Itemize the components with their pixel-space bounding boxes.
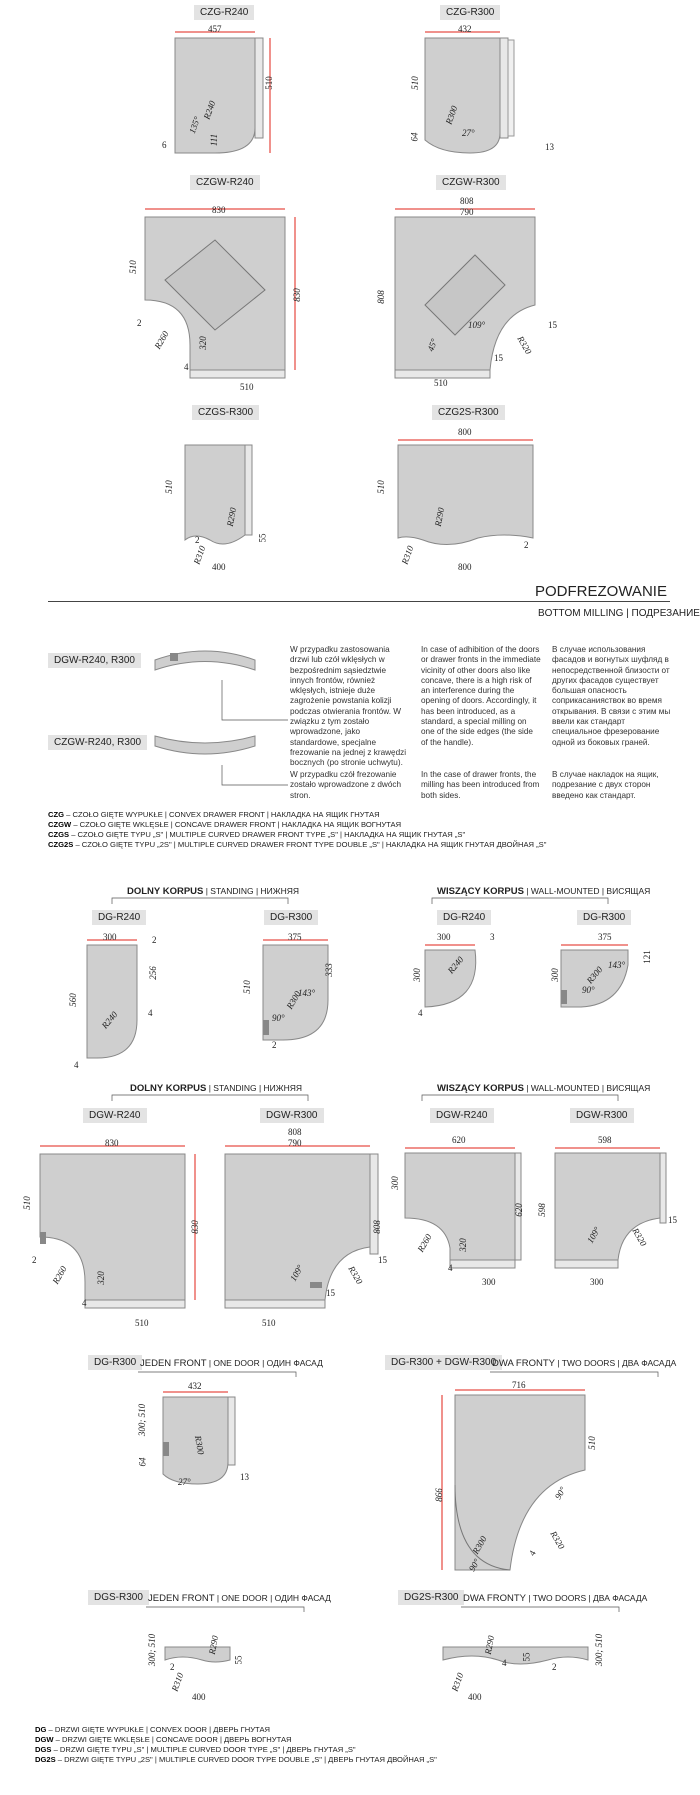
- dim: 620: [513, 1203, 524, 1217]
- dim: 830: [189, 1220, 200, 1234]
- one-front-s-underline: [146, 1605, 306, 1613]
- dim: 55: [233, 1655, 244, 1665]
- dim: R290: [432, 506, 447, 528]
- dim: 300: [411, 968, 422, 982]
- dim: R320: [548, 1529, 567, 1551]
- dim: 300: [437, 932, 451, 942]
- dim: 830: [105, 1138, 119, 1148]
- dim: 510: [262, 1318, 276, 1328]
- dim: 790: [460, 207, 474, 217]
- dim: 6: [162, 140, 167, 150]
- dim: 15: [326, 1288, 335, 1298]
- dim: 808: [375, 290, 386, 304]
- drawing-label: CZG-R240: [194, 5, 254, 20]
- dim: 300; 510: [137, 1403, 148, 1437]
- dim: 510: [241, 980, 252, 994]
- milling-text-en-2: In the case of drawer fronts, the milling has been introduced from both sides.: [421, 770, 540, 800]
- legend-item: CZGW – CZOŁO GIĘTE WKLĘSŁE | CONCAVE DRAWER FRONT | НАКЛАДКА НА ЯЩИК ВОГНУТАЯ: [48, 820, 402, 829]
- section-subtitle: BOTTOM MILLING | ПОДРЕЗАНИЕ: [538, 608, 700, 619]
- dim: 4: [148, 1008, 153, 1018]
- dim: 510: [240, 382, 254, 392]
- dim: 109°: [468, 320, 486, 330]
- dim: 808: [371, 1220, 382, 1234]
- dim: 15: [668, 1215, 677, 1225]
- one-front-s-header: JEDEN FRONT | ONE DOOR | ОДИН ФАСАД: [148, 1593, 331, 1604]
- dim: 4: [184, 362, 189, 372]
- dim: R260: [415, 1232, 434, 1254]
- legend-item: CZG2S – CZOŁO GIĘTE TYPU „2S" | MULTIPLE CURVED DRAWER FRONT TYPE DOUBLE „S" | НАКЛАДКА НА ЯЩИК ГНУТАЯ ДВОЙНАЯ „S": [48, 840, 547, 849]
- dim: 300: [103, 932, 117, 942]
- dim: 598: [536, 1203, 547, 1217]
- two-fronts-s-underline: [461, 1605, 621, 1613]
- dim: 808: [460, 196, 474, 206]
- dim: 15: [548, 320, 557, 330]
- dim: 4: [74, 1060, 79, 1070]
- dim: 400: [468, 1692, 482, 1702]
- dim: R320: [346, 1264, 365, 1286]
- drawing-label: DG-R300 + DGW-R300: [385, 1355, 502, 1370]
- drawing-label: CZG2S-R300: [432, 405, 505, 420]
- dim: 90°: [272, 1013, 285, 1023]
- dim: 300; 510: [147, 1633, 158, 1667]
- milling-leader-lines: [220, 680, 290, 790]
- one-front-header: JEDEN FRONT | ONE DOOR | ОДИН ФАСАД: [140, 1358, 323, 1369]
- dim: 620: [452, 1135, 466, 1145]
- dim: 4: [448, 1263, 453, 1273]
- dim: R320: [630, 1226, 649, 1248]
- dim: 2: [524, 540, 529, 550]
- dim: 300; 510: [594, 1633, 605, 1667]
- milling-label: DGW-R240, R300: [48, 653, 141, 668]
- dim: 432: [458, 24, 472, 34]
- dim: 45°: [425, 337, 440, 353]
- milling-text-en: In case of adhibition of the doors or drawer fronts in the immediate vicinity of other doors also like concave, there is a high risk of an interference during the opening of doors. Accordingly, it has been introduced, as a standard, a special milling on one of the side edges (the side of the handle).: [421, 645, 541, 747]
- dim: R290: [206, 1634, 221, 1656]
- dim: 4: [526, 1548, 538, 1558]
- dim: 13: [240, 1472, 249, 1482]
- dgw-r300-wall-drawing: [550, 1148, 680, 1278]
- dim: R310: [191, 544, 208, 566]
- standing-header: DOLNY KORPUS | STANDING | НИЖНЯЯ: [127, 886, 300, 897]
- dim: 135°: [186, 115, 203, 135]
- dim: 64: [137, 1457, 148, 1467]
- dg-r240-standing-drawing: [82, 940, 162, 1070]
- dim: 866: [433, 1488, 444, 1502]
- dim: 2: [137, 318, 142, 328]
- dim: 121: [641, 950, 652, 964]
- drawing-label: DG-R300: [88, 1355, 142, 1370]
- dim: R300: [192, 1434, 207, 1456]
- dim: 2: [152, 935, 157, 945]
- milling-text-pl: W przypadku zastosowania drzwi lub czół wklęsłych w bezpośrednim sąsiedztwie innych frontów, również wklęsłych, istnieje duże zagrożenie powstania kolizji podczas otwierania frontów. W związku z tym zostało wprowadzone, jako standardowe, specjalne frezowanie na jednej z krawędzi bocznych (po stronie uchwytu).: [290, 645, 407, 768]
- dim: 510: [263, 76, 274, 90]
- drawing-label: DG2S-R300: [398, 1590, 464, 1605]
- dim: 457: [208, 24, 222, 34]
- dim: 432: [188, 1381, 202, 1391]
- dim: 808: [288, 1127, 302, 1137]
- dim: R240: [445, 954, 466, 976]
- two-fronts-s-drawing: [438, 1642, 598, 1672]
- dim: 2: [170, 1662, 175, 1672]
- dim: 320: [95, 1271, 106, 1285]
- dim: 510: [21, 1196, 32, 1210]
- dim: R300: [470, 1534, 489, 1556]
- dim: 143°: [608, 960, 626, 970]
- dgw-r300-standing-drawing: [220, 1142, 390, 1322]
- dgw-r240-wall-drawing: [395, 1148, 530, 1278]
- drawing-label: DG-R300: [577, 910, 631, 925]
- dim: 510: [163, 480, 174, 494]
- dim: 510: [434, 378, 448, 388]
- dim: 90°: [582, 985, 595, 995]
- two-fronts-s-header: DWA FRONTY | TWO DOORS | ДВА ФАСАДА: [463, 1593, 648, 1604]
- dim: 2: [32, 1255, 37, 1265]
- legend-item: CZG – CZOŁO GIĘTE WYPUKŁE | CONVEX DRAWER FRONT | НАКЛАДКА НА ЯЩИК ГНУТАЯ: [48, 810, 380, 819]
- milling-text-ru: В случае использования фасадов и вогнутых шуфляд в непосредственной близости от других фасадов существует большая опасность соприкасанияствок во время открывания. В связи с этим мы ввели как стандарт специальное фрезерование одной из боковых граней.: [552, 645, 671, 747]
- dim: 716: [512, 1380, 526, 1390]
- dim: R310: [399, 544, 416, 566]
- dim: R310: [449, 1671, 466, 1693]
- dim: 64: [409, 132, 420, 142]
- dim: 27°: [462, 128, 475, 138]
- dim: R240: [99, 1009, 120, 1031]
- milling-text-ru-2: В случае накладок на ящик, подрезание с двух сторон введено как стандарт.: [552, 770, 659, 800]
- dim: R320: [515, 334, 534, 356]
- dim: 27°: [178, 1477, 191, 1487]
- dim: 790: [288, 1138, 302, 1148]
- drawing-label: CZGW-R240: [190, 175, 260, 190]
- dim: 90°: [552, 1485, 568, 1501]
- drawing-label: DGW-R240: [83, 1108, 147, 1123]
- dim: R290: [224, 506, 239, 528]
- dim: 300: [549, 968, 560, 982]
- dim: 560: [67, 993, 78, 1007]
- bracket-standing: [110, 896, 290, 906]
- legend-item: DG2S – DRZWI GIĘTE TYPU „2S" | MULTIPLE CURVED DOOR TYPE DOUBLE „S" | ДВЕРЬ ГНУТАЯ ДВОЙНАЯ „S": [35, 1755, 437, 1764]
- dim: 4: [418, 1008, 423, 1018]
- dim: 300: [482, 1277, 496, 1287]
- two-fronts-underline: [490, 1370, 660, 1378]
- dim: 400: [192, 1692, 206, 1702]
- dim: 320: [457, 1238, 468, 1252]
- drawing-label: DGS-R300: [88, 1590, 149, 1605]
- dim: R300: [584, 964, 605, 986]
- dim: 830: [291, 288, 302, 302]
- divider: [48, 601, 670, 602]
- drawing-label: DG-R240: [437, 910, 491, 925]
- bracket-wall-2: [420, 1093, 620, 1103]
- wall-header-2: WISZĄCY KORPUS | WALL-MOUNTED | ВИСЯЩАЯ: [437, 1083, 651, 1094]
- drawing-label: DGW-R300: [570, 1108, 634, 1123]
- dim: 15: [378, 1255, 387, 1265]
- dim: 300: [590, 1277, 604, 1287]
- dim: 4: [502, 1658, 507, 1668]
- dim: 300: [389, 1176, 400, 1190]
- dim: R300: [284, 989, 303, 1011]
- dim: 109°: [584, 1225, 603, 1245]
- dim: 15: [494, 353, 503, 363]
- dim: R290: [482, 1634, 497, 1656]
- dim: 13: [545, 142, 554, 152]
- dim: 2: [272, 1040, 277, 1050]
- dim: 510: [375, 480, 386, 494]
- drawing-label: DG-R240: [92, 910, 146, 925]
- bracket-standing-2: [110, 1093, 310, 1103]
- dim: 55: [521, 1652, 532, 1662]
- dim: R260: [50, 1264, 69, 1286]
- dim: 400: [212, 562, 226, 572]
- dim: R300: [443, 104, 460, 126]
- dim: 2: [552, 1662, 557, 1672]
- milling-label: CZGW-R240, R300: [48, 735, 147, 750]
- wall-header: WISZĄCY KORPUS | WALL-MOUNTED | ВИСЯЩАЯ: [437, 886, 651, 897]
- dim: 4: [82, 1298, 87, 1308]
- czg-r300-drawing: [420, 28, 530, 158]
- dim: 510: [586, 1436, 597, 1450]
- czgs-r300-drawing: [180, 440, 270, 560]
- drawing-label: CZG-R300: [440, 5, 500, 20]
- dim: 3: [490, 932, 495, 942]
- dg-r300-wall-drawing: [556, 945, 646, 1015]
- dim: 800: [458, 427, 472, 437]
- dim: 510: [135, 1318, 149, 1328]
- czgw-r240-drawing: [135, 205, 305, 385]
- standing-header-2: DOLNY KORPUS | STANDING | НИЖНЯЯ: [130, 1083, 303, 1094]
- dim: 510: [127, 260, 138, 274]
- dim: 800: [458, 562, 472, 572]
- dim: R260: [152, 329, 171, 351]
- dim: R240: [201, 99, 218, 121]
- dim: 375: [598, 932, 612, 942]
- two-fronts-header: DWA FRONTY | TWO DOORS | ДВА ФАСАДА: [492, 1358, 677, 1369]
- czg2s-r300-drawing: [393, 440, 543, 550]
- dim: 109°: [287, 1263, 306, 1283]
- legend-item: DG – DRZWI GIĘTE WYPUKŁE | CONVEX DOOR | ДВЕРЬ ГНУТАЯ: [35, 1725, 270, 1734]
- bracket-wall: [430, 896, 610, 906]
- dim: 111: [209, 133, 220, 147]
- dim: 333: [323, 963, 334, 977]
- czgw-r300-drawing: [390, 205, 560, 385]
- dim: 830: [212, 205, 226, 215]
- dim: 510: [409, 76, 420, 90]
- drawing-label: DGW-R240: [430, 1108, 494, 1123]
- dim: 256: [147, 966, 158, 980]
- one-front-underline: [138, 1370, 298, 1378]
- drawing-label: CZGS-R300: [192, 405, 259, 420]
- section-title: PODFREZOWANIE: [535, 583, 667, 600]
- legend-item: DGS – DRZWI GIĘTE TYPU „S" | MULTIPLE CURVED DOOR TYPE „S" | ДВЕРЬ ГНУТАЯ „S": [35, 1745, 356, 1754]
- milling-text-pl-2: W przypadku czół frezowanie zostało wprowadzone z dwóch stron.: [290, 770, 402, 800]
- dim: 320: [197, 336, 208, 350]
- dim: 375: [288, 932, 302, 942]
- legend-item: CZGS – CZOŁO GIĘTE TYPU „S" | MULTIPLE CURVED DRAWER FRONT TYPE „S" | НАКЛАДКА НА ЯЩИК ГНУТАЯ „S": [48, 830, 466, 839]
- dim: 143°: [298, 988, 316, 998]
- legend-item: DGW – DRZWI GIĘTE WKLĘSŁE | CONCAVE DOOR | ДВЕРЬ ВОГНУТАЯ: [35, 1735, 292, 1744]
- dim: 598: [598, 1135, 612, 1145]
- dgw-r240-standing-drawing: [30, 1142, 200, 1322]
- dim: 2: [195, 535, 200, 545]
- dim: 90°: [466, 1557, 482, 1573]
- drawing-label: CZGW-R300: [436, 175, 506, 190]
- czg-r240-drawing: [170, 28, 280, 158]
- dim: R310: [169, 1671, 186, 1693]
- dim: 55: [257, 533, 268, 543]
- drawing-label: DG-R300: [264, 910, 318, 925]
- drawing-label: DGW-R300: [260, 1108, 324, 1123]
